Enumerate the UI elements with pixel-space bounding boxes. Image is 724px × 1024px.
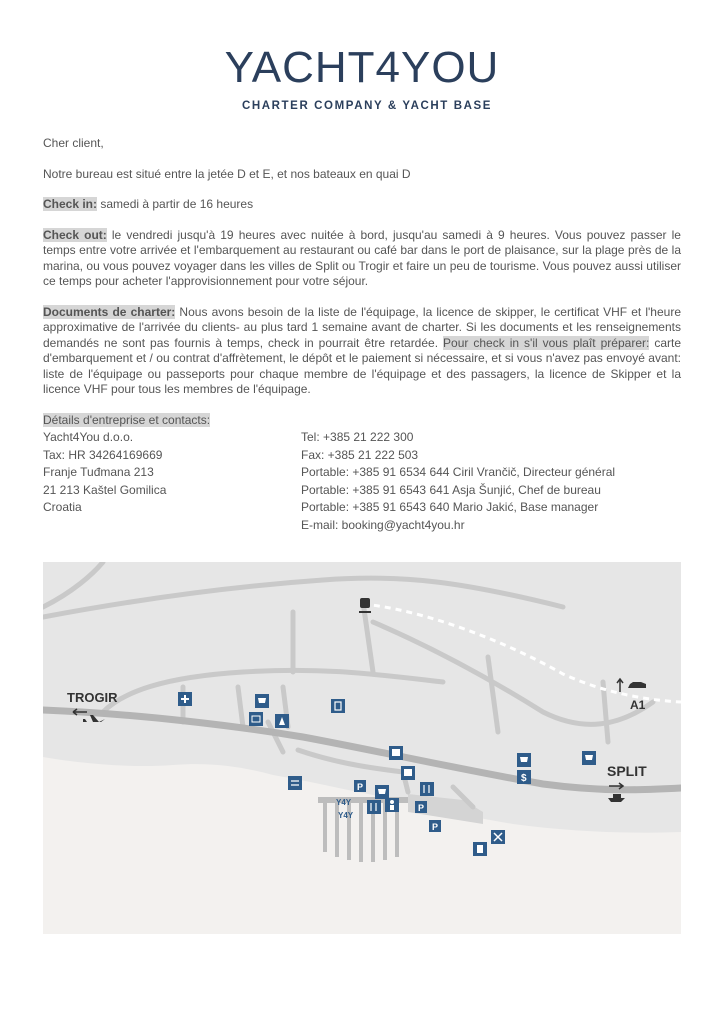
company-tax: Tax: HR 34264169669	[43, 447, 163, 462]
portable-line-mario: Portable: +385 91 6543 640 Mario Jakić, Base manager	[301, 500, 599, 515]
bus-icon-2	[401, 766, 415, 780]
office-location: Notre bureau est situé entre la jetée D et E, et nos bateaux en quai D	[43, 166, 411, 181]
location-map	[43, 562, 681, 934]
details-heading: Détails d'entreprise et contacts:	[43, 412, 211, 427]
company-logo	[0, 40, 724, 112]
email-line[interactable]: E-mail: booking@yacht4you.hr	[301, 517, 465, 532]
svg-text:P: P	[357, 782, 364, 792]
checkin-paragraph	[43, 197, 681, 213]
svg-text:P: P	[432, 822, 439, 832]
parking-icon-3	[429, 820, 441, 832]
cart-icon-2	[517, 753, 531, 767]
logo-tagline: CHARTER COMPANY & YACHT BASE	[241, 100, 493, 112]
label-trogir: TROGIR	[67, 690, 118, 705]
cart-icon-4	[375, 785, 389, 799]
tools-icon	[491, 830, 505, 844]
restaurant-icon	[420, 782, 434, 796]
checkout-text: le vendredi jusqu'à 19 heures avec nuitée à bord, jusqu'au samedi à 9 heures. Vous pouvez passer le temps entre votre arrivée et l'embarquement au restaurant ou café bar dans le port de plaisance, sur la plage près de la marina, ou vous pouvez voyager dans les villes de Split ou Trogir et faire un peu de tourisme. Vous pouvez aussi utiliser ce temps pour acheter l'approvisionnement pour votre séjour.	[43, 227, 681, 288]
bus-icon	[389, 746, 403, 760]
parking-icon	[354, 780, 366, 792]
mail-icon	[249, 712, 263, 726]
svg-text:P: P	[418, 803, 425, 813]
label-y4y-1: Y4Y	[336, 798, 352, 807]
documents-label: Documents de charter:	[43, 304, 176, 319]
parking-icon-2	[415, 801, 427, 813]
letter-body	[43, 136, 681, 443]
documents-paragraph	[43, 305, 681, 398]
cart-icon-3	[582, 751, 596, 765]
cart-icon	[255, 694, 269, 708]
svg-text:$: $	[521, 773, 527, 784]
label-split: SPLIT	[607, 763, 647, 779]
dollar-icon	[517, 770, 531, 784]
company-street: Franje Tuđmana 213	[43, 465, 154, 480]
label-a1: A1	[630, 698, 646, 712]
pharmacy-icon	[331, 699, 345, 713]
checkout-paragraph	[43, 228, 681, 290]
company-country: Croatia	[43, 500, 82, 515]
fuel-icon	[473, 842, 487, 856]
checkin-text: samedi à partir de 16 heures	[97, 197, 254, 211]
checkout-label: Check out:	[43, 227, 107, 242]
logo-wordmark: YACHT4YOU	[224, 43, 500, 92]
label-y4y-2: Y4Y	[338, 811, 354, 820]
company-city: 21 213 Kaštel Gomilica	[43, 482, 167, 497]
documents-highlight: Pour check in s'il vous plaît préparer:	[443, 335, 650, 350]
greeting: Cher client,	[43, 136, 104, 150]
documents-text-1: Nous avons besoin de la liste de l'équipage, la licence de skipper, le certificat VHF et l'heure approximative de l'arrivée du clients- au plus tard 1 semaine avant de charter. Si les documents et les renseignements demandés ne sont pas fournis à temps, check in pourrait être retardée.	[43, 304, 681, 350]
company-name: Yacht4You d.o.o.	[43, 430, 134, 444]
portable-line-asja: Portable: +385 91 6543 641 Asja Šunjić, Chef de bureau	[301, 482, 601, 497]
plus-icon	[178, 692, 192, 706]
water-icon	[288, 776, 302, 790]
contact-numbers	[301, 429, 681, 535]
details-paragraph	[43, 413, 681, 429]
fax-line: Fax: +385 21 222 503	[301, 447, 419, 462]
checkin-label: Check in:	[43, 197, 98, 211]
documents-text-2: carte d'embarquement et / ou contrat d'affrètement, le dépôt et le paiement si nécessaire, et si vous n'avez pas envoyé avant: liste de l'équipage ou passeports pour chaque membre de l'équipage et des passagers, la licence de Skipper et la licence VHF pour tous les membres de l'équipage.	[43, 335, 681, 396]
person-icon	[385, 798, 399, 812]
restaurant-icon-2	[367, 800, 381, 814]
church-icon	[275, 714, 289, 728]
tel-line: Tel: +385 21 222 300	[301, 430, 414, 444]
company-address	[43, 429, 293, 517]
portable-line-ciril: Portable: +385 91 6534 644 Ciril Vrančič, Directeur général	[301, 465, 616, 480]
